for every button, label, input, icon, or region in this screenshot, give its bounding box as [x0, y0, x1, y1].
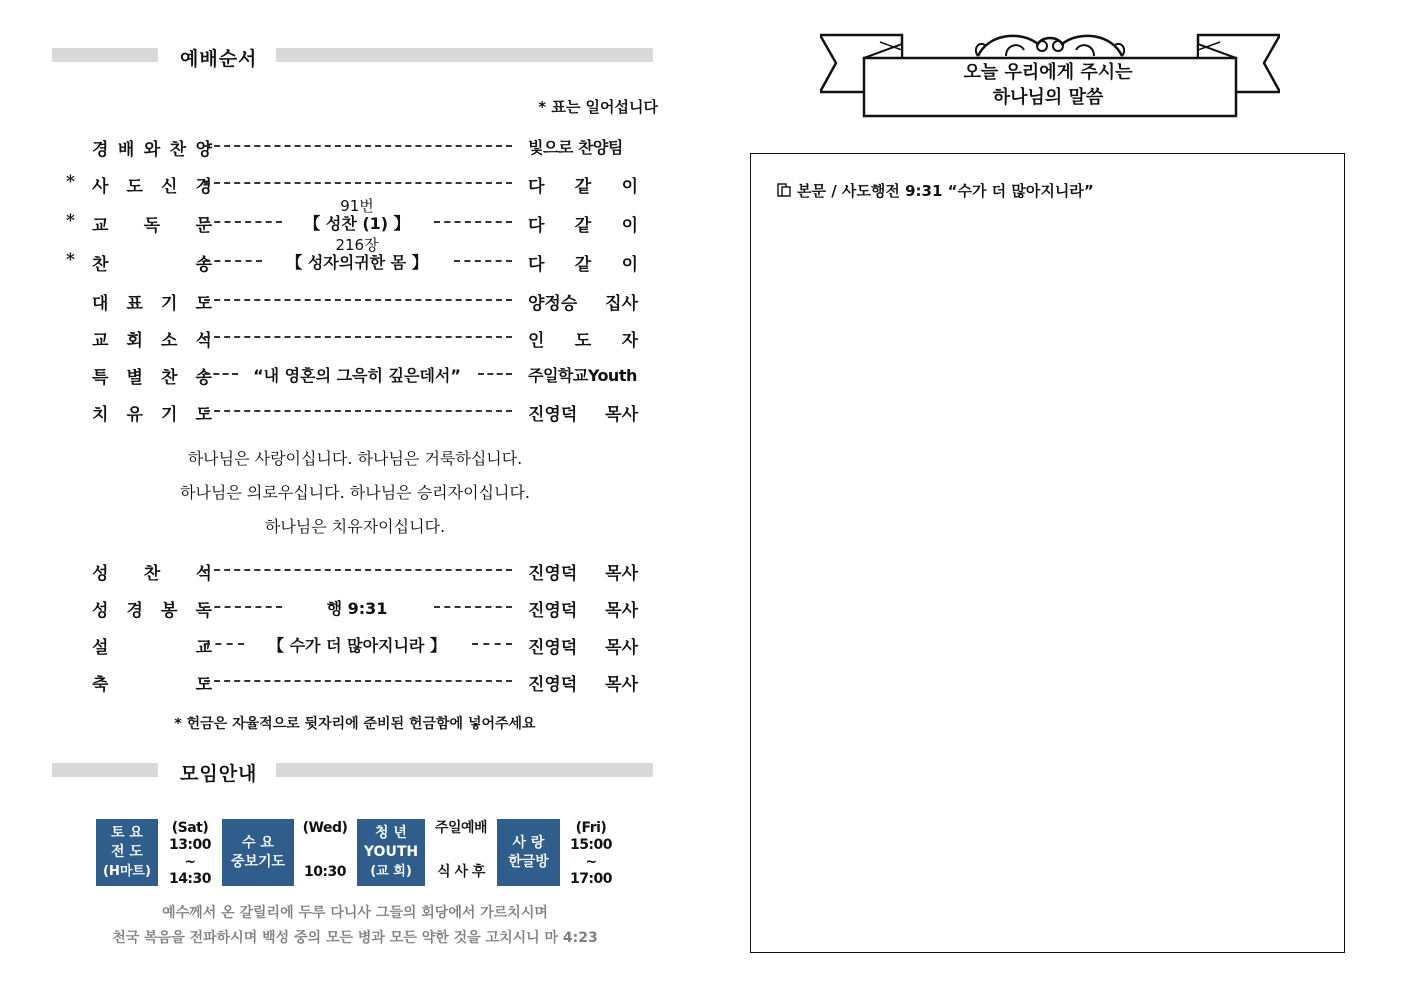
meeting-label-line: (교 회)	[370, 864, 412, 879]
order-leader-part: 목사	[605, 638, 638, 658]
order-label-char: 식	[195, 331, 212, 351]
meeting-time	[298, 820, 352, 886]
order-leader	[528, 633, 638, 658]
offering-note: * 헌금은 자율적으로 뒷자리에 준비된 헌금함에 넣어주세요	[174, 716, 536, 732]
order-label-char: 회	[126, 331, 143, 351]
order-leader-part: 목사	[605, 405, 638, 425]
meeting-label-line: 청 년	[375, 825, 407, 841]
stand-note: * 표는 일어섭니다	[538, 98, 658, 116]
order-label-char: 특	[92, 368, 109, 388]
order-label-char: 교	[195, 638, 212, 658]
meeting-label-line: 사 랑	[512, 834, 545, 851]
order-leader-part: 진영덕	[528, 638, 578, 658]
order-leader-part: 진영덕	[528, 675, 578, 695]
order-label-char: 도	[195, 675, 212, 695]
order-leader	[528, 670, 638, 695]
dashed-leader	[204, 680, 512, 682]
order-label-char: 배	[117, 140, 135, 160]
order-label-char: 찬	[143, 564, 161, 584]
meeting-time-line: 14:30	[168, 871, 212, 887]
order-label-char: 경	[92, 140, 109, 160]
order-label	[92, 135, 212, 160]
meeting-label-line: 한글방	[508, 853, 549, 870]
dashed-leader	[204, 336, 512, 338]
worship-order-row	[66, 359, 646, 389]
order-label-char: 독	[195, 601, 212, 621]
order-label-char: 봉	[161, 601, 178, 621]
order-label-char: 경	[195, 177, 212, 197]
dashed-leader	[204, 182, 512, 184]
order-label-char: 경	[126, 601, 143, 621]
meetings-heading	[52, 759, 653, 785]
order-label-char: 별	[126, 368, 143, 388]
worship-order-row	[66, 555, 646, 585]
confession-line: 하나님은 치유자이십니다.	[264, 517, 446, 536]
banner-line-2: 하나님의 말씀	[992, 87, 1104, 108]
heading-bar-left	[52, 48, 158, 62]
dashed-leader	[204, 569, 512, 571]
meeting-time-line	[298, 842, 352, 864]
meeting-time-line: 15:00	[569, 837, 613, 853]
dashed-leader	[204, 299, 512, 301]
footer-verse-line-2: 천국 복음을 전파하시며 백성 중의 모든 병과 모든 약한 것을 고치시니 마 4:23	[112, 930, 598, 946]
banner-line-1: 오늘 우리에게 주시는	[963, 62, 1133, 83]
worship-order-row	[66, 197, 646, 237]
order-detail	[202, 236, 512, 272]
order-label-char: 송	[195, 368, 212, 388]
meeting-label-line: 중보기도	[230, 853, 286, 870]
order-label	[92, 289, 212, 314]
order-label-char: 와	[143, 140, 161, 160]
order-label	[92, 250, 212, 275]
heading-bar-right	[276, 48, 653, 62]
meeting-time	[162, 820, 218, 888]
order-detail: 행 9:31	[326, 599, 388, 618]
order-label-char: 도	[126, 177, 143, 197]
order-label-char: 기	[161, 294, 178, 314]
meetings-title: 모임안내	[180, 763, 258, 785]
order-label-char: 도	[195, 405, 212, 425]
worship-order-row	[66, 666, 646, 696]
order-leader-part: 도	[574, 331, 592, 351]
order-leader-part: 진영덕	[528, 564, 578, 584]
banner-title	[866, 60, 1230, 110]
order-label-char: 기	[161, 405, 178, 425]
meeting-time-line: (Sat)	[171, 820, 209, 836]
meeting-label-line: (H마트)	[103, 864, 151, 879]
order-label	[92, 326, 212, 351]
order-detail-number: 216장	[335, 236, 379, 254]
order-leader-part: 진영덕	[528, 405, 578, 425]
meeting-time-line	[428, 842, 494, 864]
order-label-char: 교	[92, 216, 109, 236]
order-leader-part: 자	[621, 331, 638, 351]
order-label	[92, 670, 212, 695]
meeting-time	[562, 820, 620, 888]
meeting-time-line: (Fri)	[575, 820, 607, 836]
order-label-char: 성	[92, 601, 109, 621]
order-label-char: 양	[195, 140, 212, 160]
order-label	[92, 363, 212, 388]
order-leader-part: 이	[621, 216, 638, 236]
order-label	[92, 211, 212, 236]
order-detail-number: 91번	[340, 197, 374, 215]
order-label-char: 도	[195, 294, 212, 314]
order-leader	[528, 211, 638, 236]
order-label-char: 송	[195, 255, 212, 275]
footer-verse-line-1: 예수께서 온 갈릴리에 두루 다니사 그들의 회당에서 가르치시며	[162, 905, 548, 921]
order-leader-part: 같	[574, 216, 592, 236]
order-label-char: 사	[92, 177, 109, 197]
order-label-char: 성	[92, 564, 109, 584]
meeting-label-line: 토 요	[111, 825, 143, 841]
worship-order-row	[66, 131, 646, 161]
worship-order-row	[66, 285, 646, 315]
order-leader-part: 다	[528, 255, 545, 275]
order-leader: 빛으로 찬양팀	[528, 138, 623, 157]
meeting-time-line: 식 사 후	[437, 864, 485, 880]
order-label	[92, 559, 212, 584]
heading-bar-right	[276, 763, 653, 777]
worship-order-title: 예배순서	[180, 48, 258, 70]
order-leader-part: 목사	[605, 675, 638, 695]
meeting-time-line: 10:30	[303, 864, 347, 880]
order-label-char: 독	[143, 216, 161, 236]
stand-marker: *	[66, 250, 75, 270]
order-label	[92, 633, 212, 658]
order-label-char: 축	[92, 675, 109, 695]
worship-order-row	[66, 168, 646, 198]
order-leader-part: 인	[528, 331, 545, 351]
sermon-notes-box	[750, 153, 1345, 953]
stand-marker: *	[66, 172, 75, 192]
order-label	[92, 596, 212, 621]
order-leader-part: 목사	[605, 601, 638, 621]
confession-line: 하나님은 의로우십니다. 하나님은 승리자이십니다.	[179, 483, 530, 502]
order-leader-part: 다	[528, 216, 545, 236]
order-leader	[528, 559, 638, 584]
order-label-char: 찬	[92, 255, 109, 275]
order-label-char: 소	[161, 331, 178, 351]
order-label-char: 교	[92, 331, 109, 351]
order-detail	[202, 197, 512, 233]
worship-order-row	[66, 236, 646, 276]
meeting-label-box	[357, 819, 425, 886]
dashed-leader	[204, 410, 512, 412]
stand-marker: *	[66, 211, 75, 231]
order-leader: 주일학교Youth	[528, 366, 637, 385]
order-leader-part: 진영덕	[528, 601, 578, 621]
meeting-time-line: 17:00	[569, 871, 613, 887]
order-leader	[528, 250, 638, 275]
meeting-time-line: 주일예배	[434, 820, 488, 836]
meeting-label-line: 수 요	[242, 834, 274, 851]
order-leader-part: 양정승	[528, 294, 578, 314]
order-leader	[528, 596, 638, 621]
order-label-char: 문	[195, 216, 212, 236]
order-label-char: 신	[161, 177, 178, 197]
order-leader-part: 집사	[605, 294, 638, 314]
meeting-label-box	[497, 819, 560, 886]
worship-order-row	[66, 396, 646, 426]
sermon-text-label: 본문 / 사도행전 9:31 “수가 더 많아지니라”	[797, 182, 1094, 200]
order-label-char: 대	[92, 294, 109, 314]
book-icon	[777, 183, 791, 197]
order-label-char: 표	[126, 294, 143, 314]
order-label	[92, 172, 212, 197]
order-label-char: 식	[195, 564, 212, 584]
order-label-char: 유	[126, 405, 143, 425]
worship-order-row	[66, 322, 646, 352]
meeting-label-line: YOUTH	[363, 844, 419, 860]
order-leader-part: 이	[621, 177, 638, 197]
order-label-char: 찬	[161, 368, 178, 388]
order-detail-title: 【 성찬 (1) 】	[304, 214, 410, 233]
meeting-label-box	[222, 819, 294, 886]
heading-bar-left	[52, 763, 158, 777]
order-leader	[528, 400, 638, 425]
dashed-leader	[204, 145, 512, 147]
worship-order-heading	[52, 44, 653, 70]
sermon-text-reference	[777, 180, 1094, 201]
order-detail: 【 수가 더 많아지니라 】	[268, 636, 446, 655]
order-leader-part: 이	[621, 255, 638, 275]
order-leader	[528, 289, 638, 314]
meeting-time-line: ~	[585, 854, 597, 870]
order-leader	[528, 172, 638, 197]
order-detail-title: 【 성자의귀한 몸 】	[286, 253, 428, 272]
order-label	[92, 400, 212, 425]
order-label-char: 찬	[169, 140, 187, 160]
order-label-char: 치	[92, 405, 109, 425]
order-leader	[528, 326, 638, 351]
order-leader-part: 다	[528, 177, 545, 197]
order-leader-part: 같	[574, 255, 592, 275]
meeting-label-box	[96, 819, 158, 886]
order-detail	[202, 363, 512, 386]
order-leader-part: 같	[574, 177, 592, 197]
meeting-time-line: (Wed)	[302, 820, 348, 836]
meeting-time	[428, 820, 494, 886]
order-leader-part: 목사	[605, 564, 638, 584]
order-label-char: 설	[92, 638, 109, 658]
meeting-time-line: 13:00	[168, 837, 212, 853]
worship-order-row	[66, 592, 646, 622]
meeting-label-line: 전 도	[111, 844, 143, 860]
worship-order-row	[66, 629, 646, 659]
meeting-time-line: ~	[184, 854, 196, 870]
confession-line: 하나님은 사랑이십니다. 하나님은 거룩하십니다.	[187, 449, 523, 468]
order-detail-title: “내 영혼의 그윽히 깊은데서”	[253, 366, 461, 385]
